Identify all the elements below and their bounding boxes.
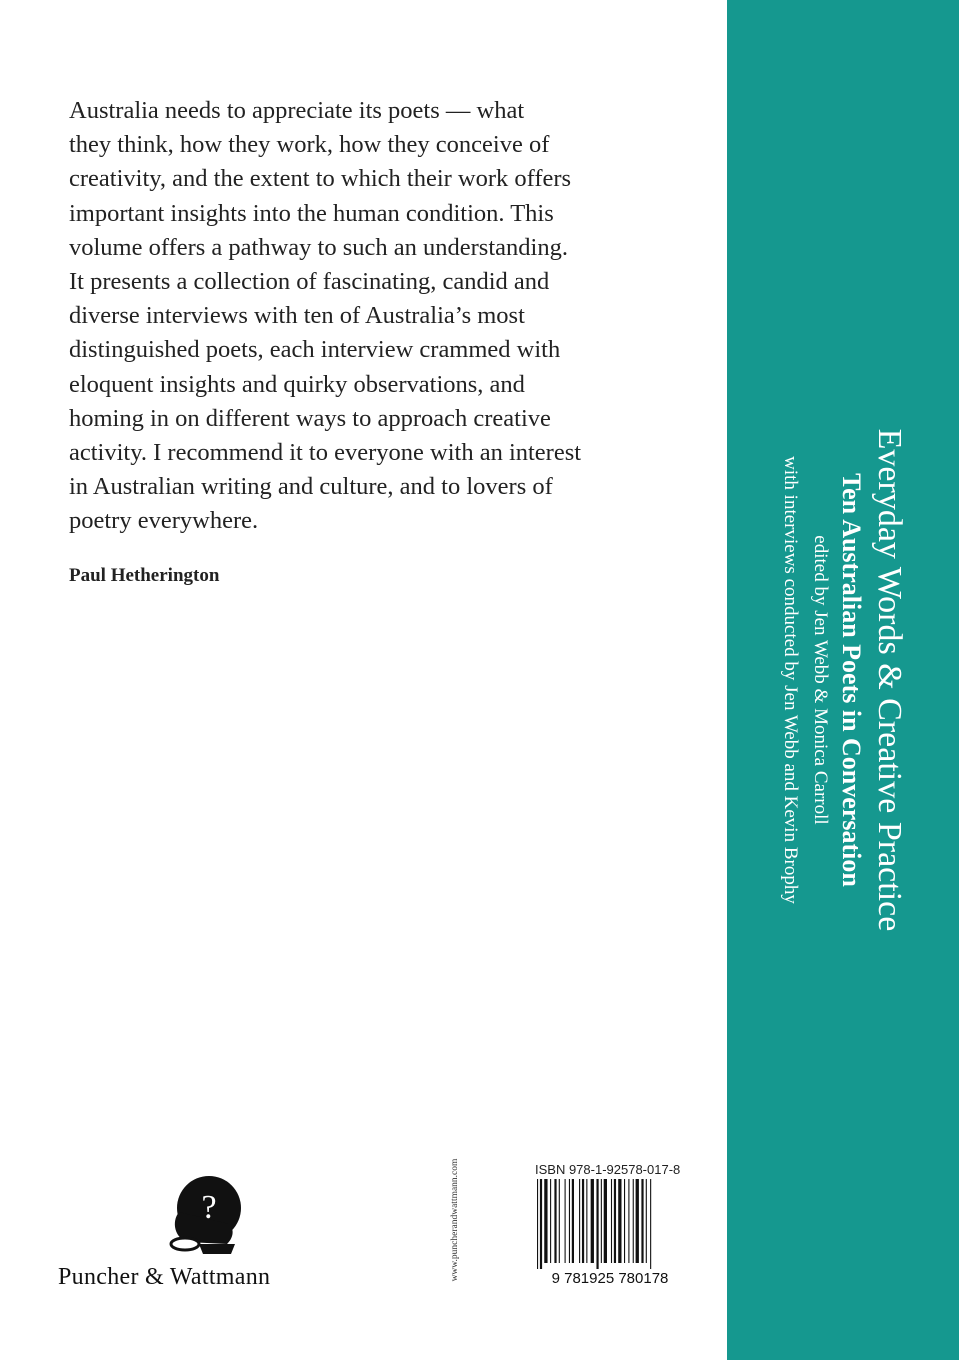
barcode-bar (554, 1179, 556, 1263)
barcode-bar (550, 1179, 551, 1263)
barcode-bar (544, 1179, 547, 1263)
barcode-bar (586, 1179, 587, 1263)
barcode-bar (572, 1179, 574, 1263)
barcode-bar (565, 1179, 566, 1263)
barcode-bar (628, 1179, 629, 1263)
publisher-url: www.puncherandwattmann.com (450, 1158, 460, 1282)
barcode-bar (646, 1179, 647, 1263)
barcode-bar (596, 1179, 598, 1269)
blurb-line: in Australian writing and culture, and to lovers of (69, 473, 553, 501)
back-cover-blurb (69, 94, 639, 539)
blurb-line: diverse interviews with ten of Australia’s most (69, 302, 525, 330)
barcode-bar (641, 1179, 643, 1263)
blurb-line: poetry everywhere. (69, 507, 259, 535)
blurb-line: important insights into the human condition. This (69, 199, 554, 227)
blurb-line: Australia needs to appreciate its poets — what (69, 97, 525, 124)
barcode-bar (633, 1179, 634, 1263)
blurb-line: activity. I recommend it to everyone with an interest (69, 439, 582, 467)
blurb-line: volume offers a pathway to such an understanding. (69, 233, 568, 261)
svg-text:?: ? (201, 1189, 217, 1226)
barcode-bar (624, 1179, 625, 1263)
book-title: Everyday Words & Creative Practice (871, 428, 908, 932)
barcode-bar (636, 1179, 639, 1263)
barcode-bar (650, 1179, 651, 1269)
barcode-bar (537, 1179, 538, 1269)
blurb-author: Paul Hetherington (69, 565, 220, 586)
barcode-bar (611, 1179, 612, 1263)
blurb-line: they think, how they work, how they conceive of (69, 131, 550, 159)
barcode-bar (614, 1179, 616, 1263)
interviewers-credit: with interviews conducted by Jen Webb and Kevin Brophy (780, 456, 801, 904)
barcode (527, 1177, 693, 1287)
barcode-bar (569, 1179, 570, 1263)
isbn-label: ISBN 978-1-92578-017-8 (535, 1162, 681, 1177)
spine-text-block (775, 350, 911, 1010)
barcode-bar (540, 1179, 542, 1269)
barcode-bar (559, 1179, 560, 1263)
publisher-name: Puncher & Wattmann (58, 1264, 271, 1290)
barcode-bar (579, 1179, 580, 1263)
barcode-digits: 9 781925 780178 (551, 1270, 669, 1287)
blurb-line: creativity, and the extent to which their work offers (69, 165, 572, 193)
boxing-glove-question-icon (157, 1172, 243, 1262)
editors-credit: edited by Jen Webb & Monica Carroll (810, 535, 831, 825)
blurb-line: homing in on different ways to approach creative (69, 404, 551, 432)
barcode-bar (604, 1179, 607, 1263)
barcode-bar (601, 1179, 602, 1263)
book-subtitle: Ten Australian Poets in Conversation (837, 473, 866, 887)
blurb-line: eloquent insights and quirky observations, and (69, 370, 525, 398)
barcode-bar (591, 1179, 594, 1263)
barcode-bar (618, 1179, 621, 1263)
blurb-line: distinguished poets, each interview crammed with (69, 336, 561, 364)
blurb-line: It presents a collection of fascinating, candid and (69, 268, 550, 296)
barcode-bar (582, 1179, 584, 1263)
